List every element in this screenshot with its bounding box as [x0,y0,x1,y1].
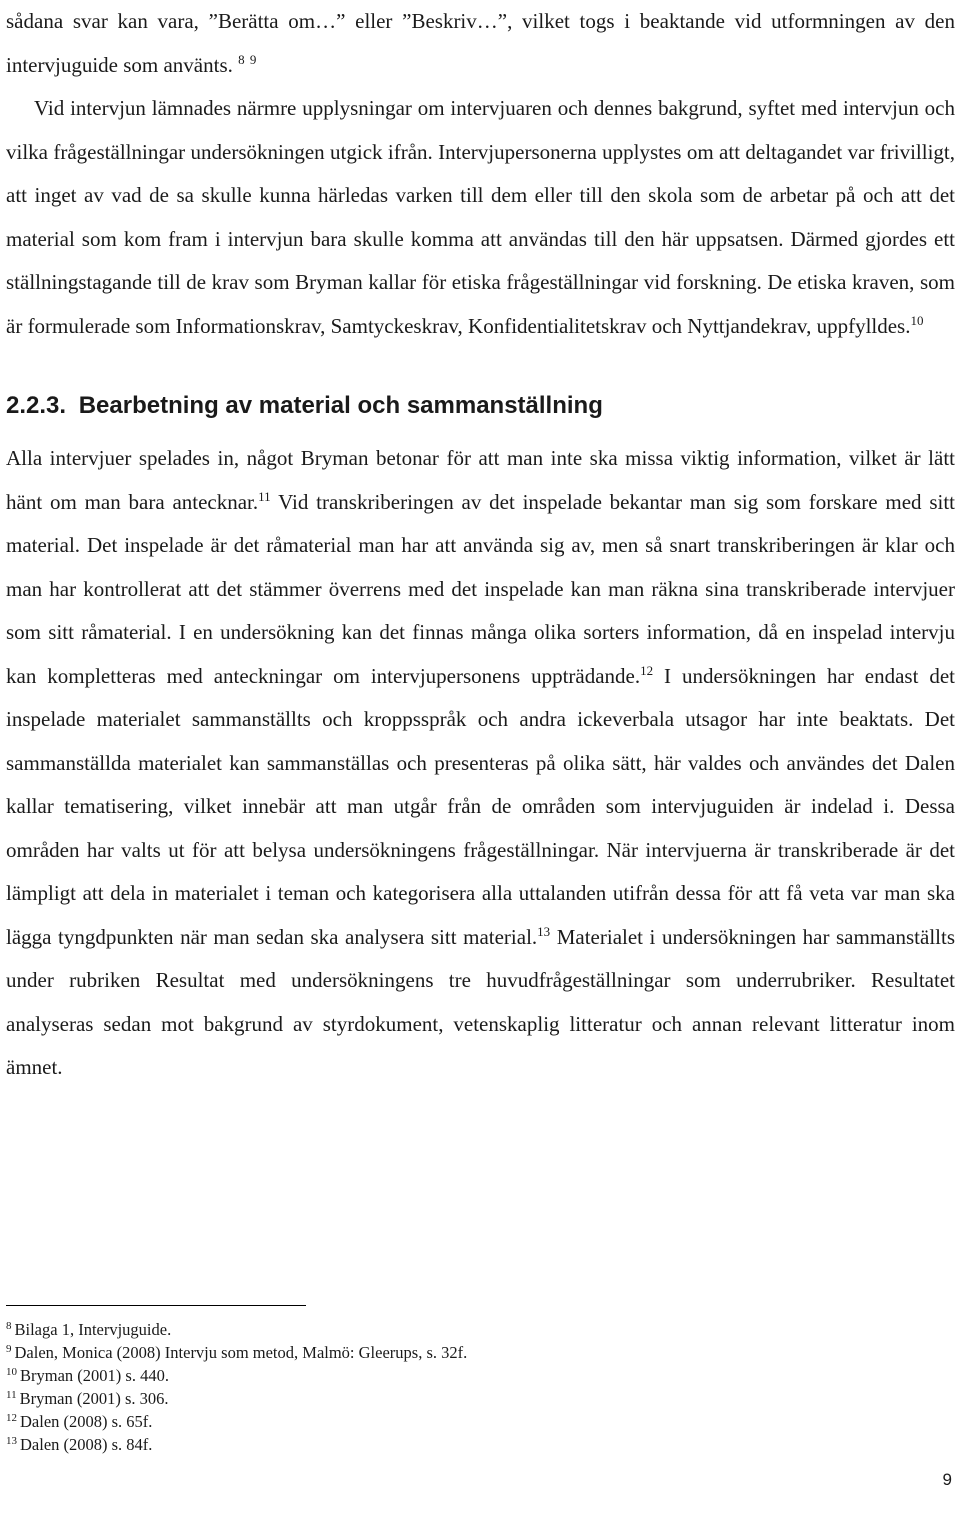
footnote-item [6,1341,906,1364]
footnote-text: Dalen, Monica (2008) Intervju som metod, Malmö: Gleerups, s. 32f. [14,1343,468,1362]
footnote-ref-12[interactable]: 12 [640,662,654,678]
footnote-item [6,1387,906,1410]
footnote-text: Dalen (2008) s. 84f. [20,1435,153,1454]
footnote-number: 8 [6,1319,12,1332]
footnote-ref-9[interactable]: 9 [249,51,257,67]
paragraph-text: Vid transkriberingen av det inspelade bekantar man sig som forskare med sitt material. Det inspelade är det råmaterial man har att använda sig av, men så snart transkriberingen är klar och man har kontrollerat att det stämmer överrens med det inspelade kan man räkna sina transkriberade intervjuer som sitt råmaterial. I en undersökning kan det finnas många olika sorters information, då en inspelad intervju kan kompletteras med anteckningar om intervjupersonens uppträdande. [6,489,956,688]
footnote-ref-10[interactable]: 10 [910,312,924,328]
section-title: Bearbetning av material och sammanställning [78,392,603,419]
paragraph-text: Alla intervjuer spelades in, något Bryman betonar för att man inte ska missa viktig information, vilket är lätt hänt om man bara antecknar. [6,446,955,514]
footnote-item [6,1433,906,1456]
paragraph-ethics [6,87,955,348]
section-heading [6,383,955,429]
footnote-item [6,1364,906,1387]
footnote-item [6,1410,906,1433]
footnote-number: 12 [6,1411,17,1424]
footnote-number: 9 [6,1342,12,1355]
footnote-item [6,1318,906,1341]
footnote-text: Bryman (2001) s. 306. [19,1389,169,1408]
footnote-text: Bilaga 1, Intervjuguide. [14,1320,172,1339]
page-number: 9 [942,1470,952,1489]
footnote-text: Dalen (2008) s. 65f. [20,1412,153,1431]
footnote-number: 11 [6,1388,17,1401]
footnotes-list [6,1318,906,1456]
document-page [6,0,955,1090]
paragraph-text: Vid intervjun lämnades närmre upplysningar om intervjuaren och dennes bakgrund, syftet med intervjun och vilka frågeställningar undersökningen utgick ifrån. Intervjupersonerna upplystes om att deltagandet var frivilligt, att inget av vad de sa skulle kunna härledas varken till dem eller till den skola som de arbetar på och att det material som kom fram i intervjun bara skulle komma att användas till den här uppsatsen. Därmed gjordes ett ställningstagande till de krav som Bryman kallar för etiska frågeställningar vid forskning. De etiska kraven, som är formulerade som Informationskrav, Samtyckeskrav, Konfidentialitetskrav och Nyttjandekrav, uppfylldes. [6,96,955,338]
footnote-number: 13 [6,1434,17,1447]
footnote-ref-13[interactable]: 13 [537,923,551,939]
section-number: 2.2.3. [6,392,67,419]
paragraph-text: sådana svar kan vara, ”Berätta om…” eller ”Beskriv…”, vilket togs i beaktande vid utformningen av den intervjuguide som använts. [6,9,955,77]
footnote-text: Bryman (2001) s. 440. [20,1366,169,1385]
paragraph-interview-guide [6,0,955,87]
footnote-separator [6,1305,306,1306]
footnote-ref-11[interactable]: 11 [258,488,271,504]
paragraph-text: Materialet i undersökningen har sammanställts under rubriken Resultat med undersökningens tre huvudfrågeställningar som underrubriker. Resultatet analyseras sedan mot bakgrund av styrdokument, vetenskaplig litteratur och annan relevant litteratur inom ämnet. [6,924,955,1079]
paragraph-text: I undersökningen har endast det inspelade materialet sammanställts och kroppsspråk och andra ickeverbala utsagor har inte beaktats. Det sammanställda materialet kan sammanställas och presenteras på olika sätt, här valdes och användes det Dalen kallar tematisering, vilket innebär att man utgår från de områden som intervjuguiden är indelad i. Dessa områden har valts ut för att belysa undersökningens frågeställningar. När intervjuerna är transkriberade är det lämpligt att dela in materialet i teman och kategorisera alla uttalanden utifrån dessa för att få veta var man ska lägga tyngdpunkten när man sedan ska analysera sitt material. [6,663,955,949]
paragraph-processing [6,437,955,1090]
footnote-number: 10 [6,1365,17,1378]
footnote-ref-8[interactable]: 8 [238,51,245,67]
